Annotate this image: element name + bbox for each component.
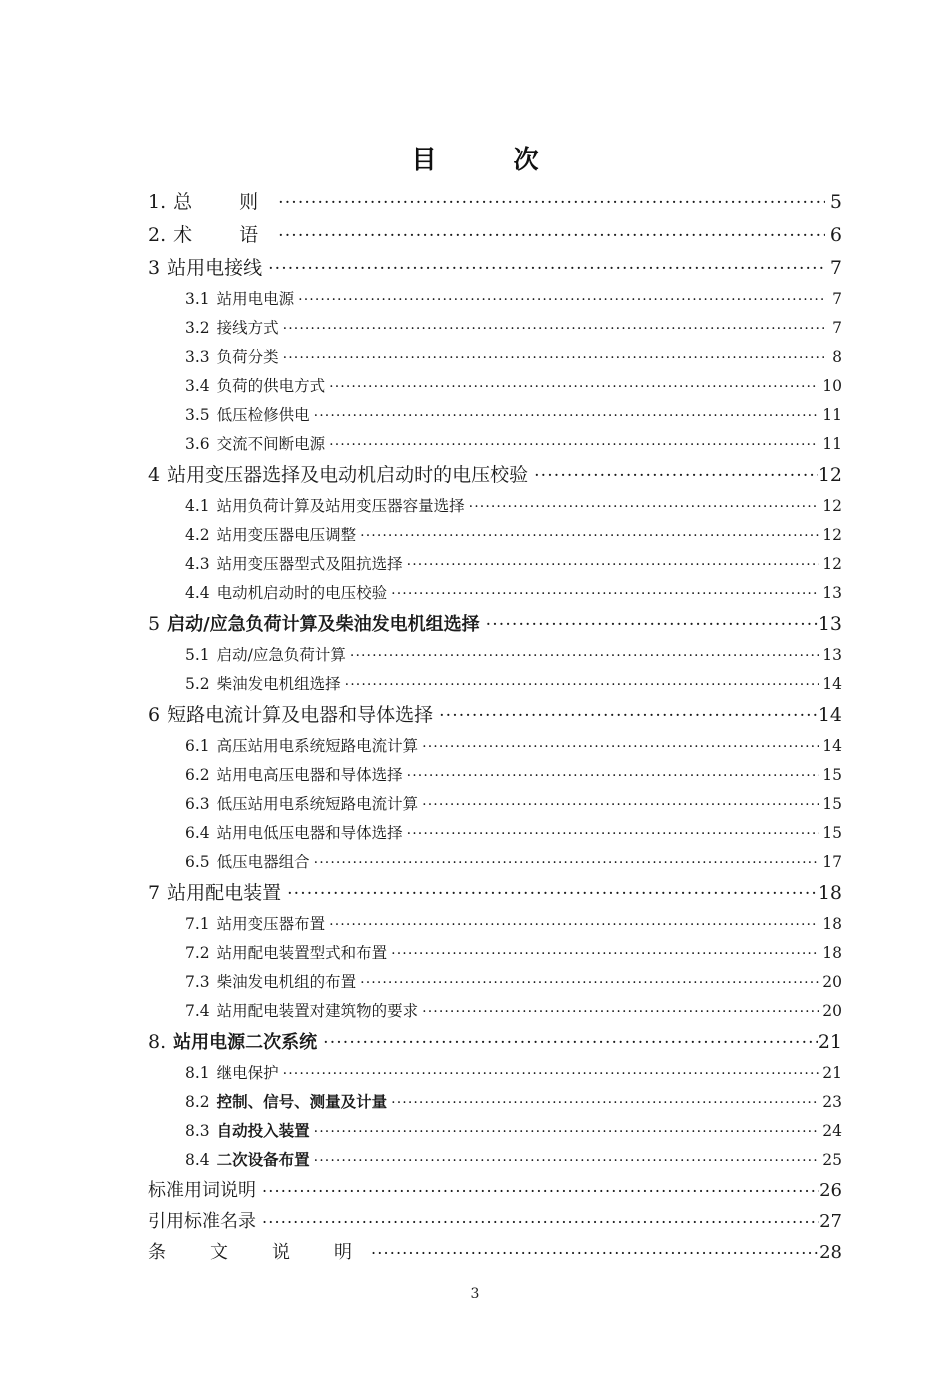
toc-dot-leader (314, 1121, 820, 1137)
toc-entry-number: 3 (148, 257, 161, 279)
toc-entry-label: 站用配电装置对建筑物的要求 (216, 1002, 419, 1020)
toc-entry[interactable] (148, 1237, 842, 1268)
toc-entry-label: 自动投入装置 (216, 1122, 310, 1140)
toc-entry-label: 引用标准名录 (148, 1211, 256, 1232)
toc-entry-label: 站用配电装置 (167, 882, 282, 904)
toc-entry-label: 柴油发电机组选择 (216, 675, 341, 693)
toc-entry-number: 2. (148, 224, 167, 246)
toc-entry-number: 3.1 (185, 290, 210, 308)
toc-entry[interactable] (185, 939, 842, 968)
toc-entry-page-number: 7 (832, 290, 842, 308)
toc-entry[interactable] (185, 314, 842, 343)
toc-entry-number: 8.3 (185, 1122, 210, 1140)
toc-entry-number: 8.1 (185, 1064, 210, 1082)
toc-dot-leader (422, 1001, 819, 1017)
toc-entry-page-number: 20 (822, 973, 842, 991)
toc-entry-number: 5.1 (185, 646, 210, 664)
toc-dot-leader (486, 611, 818, 630)
toc-entry-page-number: 15 (822, 795, 842, 813)
toc-dot-leader (329, 914, 819, 930)
toc-entry[interactable] (185, 670, 842, 699)
toc-entry[interactable] (148, 1026, 842, 1059)
toc-entry-number: 3.5 (185, 406, 210, 424)
toc-dot-leader (391, 1092, 819, 1108)
toc-entry[interactable] (185, 372, 842, 401)
toc-entry-number: 7 (148, 882, 161, 904)
toc-entry-number: 5 (148, 613, 161, 635)
toc-entry-page-number: 14 (822, 737, 842, 755)
toc-entry-label: 条 文 说 明 (148, 1242, 365, 1263)
toc-dot-leader (407, 554, 820, 570)
toc-entry[interactable] (185, 910, 842, 939)
toc-entry[interactable] (148, 1206, 842, 1237)
toc-entry-number: 8. (148, 1031, 167, 1053)
toc-entry-number: 6.5 (185, 853, 210, 871)
toc-entry-number: 5.2 (185, 675, 210, 693)
toc-entry-page-number: 12 (822, 555, 842, 573)
toc-entry-number: 4.1 (185, 497, 210, 515)
toc-entry-number: 3.4 (185, 377, 210, 395)
toc-entry-page-number: 15 (822, 824, 842, 842)
toc-entry[interactable] (185, 579, 842, 608)
toc-entry[interactable] (148, 186, 842, 219)
toc-entry-label: 站用变压器电压调整 (216, 526, 357, 544)
toc-dot-leader (350, 645, 819, 661)
toc-entry-label: 站用变压器选择及电动机启动时的电压校验 (167, 464, 529, 486)
toc-entry-label: 控制、信号、测量及计量 (216, 1093, 388, 1111)
toc-entry-label: 负荷的供电方式 (216, 377, 326, 395)
toc-entry-page-number: 14 (817, 704, 842, 726)
toc-entry-page-number: 13 (817, 613, 842, 635)
toc-entry[interactable] (185, 968, 842, 997)
toc-entry-page-number: 27 (819, 1211, 842, 1232)
toc-entry[interactable] (185, 1088, 842, 1117)
toc-entry-number: 7.1 (185, 915, 210, 933)
toc-entry-number: 6 (148, 704, 161, 726)
toc-entry-page-number: 7 (832, 319, 842, 337)
toc-dot-leader (422, 736, 819, 752)
toc-dot-leader (391, 943, 819, 959)
toc-entry-label: 站用电电源 (216, 290, 295, 308)
toc-entry-page-number: 20 (822, 1002, 842, 1020)
toc-entry-label: 术 语 (173, 224, 273, 246)
toc-entry-label: 继电保护 (216, 1064, 279, 1082)
toc-entry[interactable] (185, 1059, 842, 1088)
toc-entry-page-number: 21 (822, 1064, 842, 1082)
toc-entry-page-number: 26 (819, 1180, 842, 1201)
toc-dot-leader (323, 1029, 818, 1048)
toc-entry-label: 站用配电装置型式和布置 (216, 944, 388, 962)
toc-entry-page-number: 8 (832, 348, 842, 366)
toc-entry-number: 8.2 (185, 1093, 210, 1111)
toc-entry[interactable] (148, 608, 842, 641)
toc-entry-page-number: 15 (822, 766, 842, 784)
toc-entry-label: 短路电流计算及电器和导体选择 (167, 704, 434, 726)
toc-dot-leader (360, 972, 819, 988)
toc-entry-label: 接线方式 (216, 319, 279, 337)
toc-dot-leader (407, 765, 820, 781)
toc-entry-page-number: 11 (822, 406, 842, 424)
toc-entry[interactable] (185, 819, 842, 848)
toc-entry-number: 6.4 (185, 824, 210, 842)
toc-entry-page-number: 18 (817, 882, 842, 904)
toc-entry-label: 负荷分类 (216, 348, 279, 366)
table-of-contents (148, 186, 842, 1268)
toc-entry-label: 低压检修供电 (216, 406, 310, 424)
toc-entry[interactable] (185, 761, 842, 790)
toc-dot-leader (329, 376, 819, 392)
toc-dot-leader (407, 823, 820, 839)
page-title: 目 次 (411, 145, 565, 174)
toc-dot-leader (314, 852, 820, 868)
toc-entry[interactable] (185, 521, 842, 550)
toc-entry-label: 站用变压器型式及阻抗选择 (216, 555, 403, 573)
toc-entry-label: 标准用词说明 (148, 1180, 256, 1201)
toc-dot-leader (391, 583, 819, 599)
toc-entry-label: 站用变压器布置 (216, 915, 326, 933)
toc-entry-number: 4.2 (185, 526, 210, 544)
toc-entry-page-number: 28 (819, 1242, 842, 1263)
toc-entry-page-number: 14 (822, 675, 842, 693)
page-number-footer: 3 (470, 1286, 480, 1302)
toc-entry-number: 6.1 (185, 737, 210, 755)
toc-entry[interactable] (185, 430, 842, 459)
toc-dot-leader (371, 1240, 819, 1258)
toc-entry-page-number: 13 (822, 646, 842, 664)
toc-dot-leader (278, 189, 825, 208)
toc-entry-label: 站用电高压电器和导体选择 (216, 766, 403, 784)
toc-dot-leader (283, 347, 824, 363)
toc-entry-number: 6.3 (185, 795, 210, 813)
toc-dot-leader (469, 496, 820, 512)
toc-entry[interactable] (185, 343, 842, 372)
toc-dot-leader (287, 880, 818, 899)
toc-entry-page-number: 21 (817, 1031, 842, 1053)
toc-entry-label: 总 则 (173, 191, 273, 213)
toc-entry[interactable] (185, 401, 842, 430)
toc-dot-leader (360, 525, 819, 541)
toc-dot-leader (278, 222, 825, 241)
toc-entry-label: 低压站用电系统短路电流计算 (216, 795, 419, 813)
toc-entry-label: 低压电器组合 (216, 853, 310, 871)
toc-entry[interactable] (185, 1146, 842, 1175)
toc-entry-number: 8.4 (185, 1151, 210, 1169)
toc-entry[interactable] (148, 1175, 842, 1206)
toc-entry-label: 电动机启动时的电压校验 (216, 584, 388, 602)
toc-entry[interactable] (148, 219, 842, 252)
toc-entry[interactable] (148, 699, 842, 732)
toc-entry-page-number: 5 (829, 191, 842, 213)
toc-entry-page-number: 12 (822, 526, 842, 544)
toc-entry-number: 7.4 (185, 1002, 210, 1020)
toc-entry-number: 1. (148, 191, 167, 213)
toc-entry-number: 6.2 (185, 766, 210, 784)
toc-dot-leader (262, 1209, 819, 1227)
toc-entry-page-number: 6 (829, 224, 842, 246)
toc-entry-page-number: 10 (822, 377, 842, 395)
toc-entry-number: 7.3 (185, 973, 210, 991)
toc-dot-leader (268, 255, 825, 274)
toc-entry-label: 启动/应急负荷计算及柴油发电机组选择 (167, 614, 480, 635)
toc-entry[interactable] (148, 252, 842, 285)
toc-entry-page-number: 18 (822, 944, 842, 962)
toc-entry-number: 4.3 (185, 555, 210, 573)
toc-entry[interactable] (185, 732, 842, 761)
toc-entry-label: 高压站用电系统短路电流计算 (216, 737, 419, 755)
toc-entry[interactable] (185, 285, 842, 314)
toc-entry-number: 3.2 (185, 319, 210, 337)
toc-entry[interactable] (148, 459, 842, 492)
toc-entry-page-number: 24 (822, 1122, 842, 1140)
toc-entry-label: 站用电低压电器和导体选择 (216, 824, 403, 842)
toc-dot-leader (329, 434, 819, 450)
toc-entry-number: 7.2 (185, 944, 210, 962)
toc-entry[interactable] (185, 492, 842, 521)
toc-dot-leader (283, 318, 824, 334)
toc-entry-page-number: 18 (822, 915, 842, 933)
toc-entry-label: 启动/应急负荷计算 (216, 646, 346, 664)
toc-entry[interactable] (185, 790, 842, 819)
toc-dot-leader (298, 289, 824, 305)
toc-entry-label: 站用负荷计算及站用变压器容量选择 (216, 497, 465, 515)
toc-dot-leader (262, 1178, 819, 1196)
toc-entry-label: 站用电源二次系统 (173, 1032, 318, 1053)
toc-entry[interactable] (185, 641, 842, 670)
toc-entry-label: 二次设备布置 (216, 1151, 310, 1169)
toc-entry-label: 站用电接线 (167, 257, 263, 279)
toc-entry-page-number: 12 (817, 464, 842, 486)
toc-entry[interactable] (185, 848, 842, 877)
toc-dot-leader (283, 1063, 820, 1079)
toc-entry-number: 3.3 (185, 348, 210, 366)
toc-entry-page-number: 25 (822, 1151, 842, 1169)
toc-entry[interactable] (185, 997, 842, 1026)
toc-dot-leader (439, 702, 818, 721)
toc-dot-leader (422, 794, 819, 810)
toc-entry-label: 柴油发电机组的布置 (216, 973, 357, 991)
toc-entry-page-number: 7 (829, 257, 842, 279)
toc-dot-leader (314, 405, 820, 421)
toc-entry[interactable] (185, 1117, 842, 1146)
toc-entry-page-number: 23 (822, 1093, 842, 1111)
toc-entry-page-number: 17 (822, 853, 842, 871)
toc-entry[interactable] (185, 550, 842, 579)
toc-dot-leader (345, 674, 820, 690)
toc-entry[interactable] (148, 877, 842, 910)
toc-entry-page-number: 13 (822, 584, 842, 602)
toc-entry-page-number: 12 (822, 497, 842, 515)
toc-entry-page-number: 11 (822, 435, 842, 453)
toc-entry-number: 4 (148, 464, 161, 486)
toc-dot-leader (534, 462, 818, 481)
toc-dot-leader (314, 1150, 820, 1166)
toc-entry-number: 4.4 (185, 584, 210, 602)
toc-entry-label: 交流不间断电源 (216, 435, 326, 453)
toc-entry-number: 3.6 (185, 435, 210, 453)
